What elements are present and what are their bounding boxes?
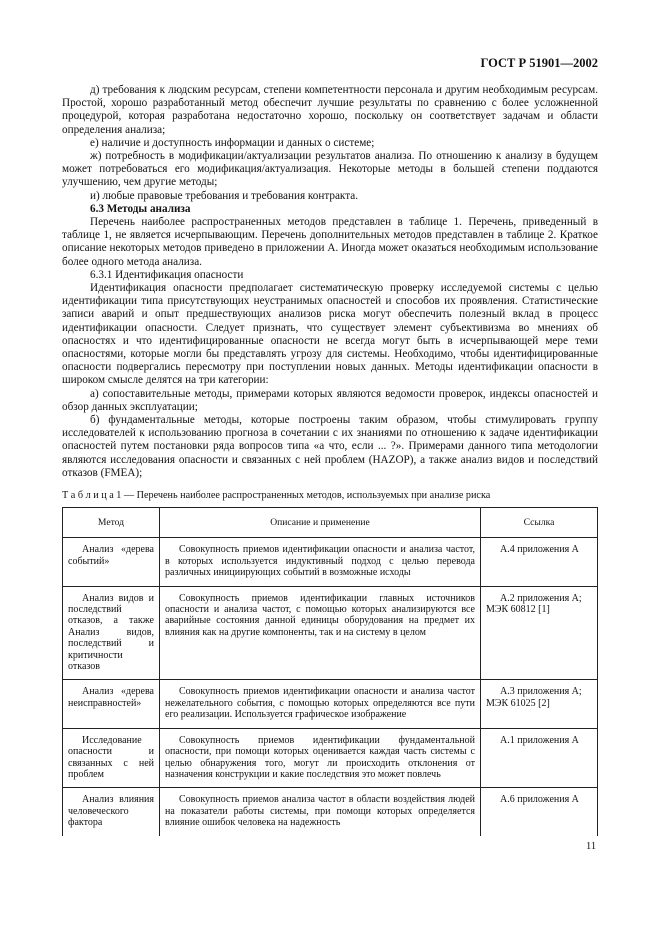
section-heading-6-3-1: 6.3.1 Идентификация опасности <box>90 268 244 281</box>
table-header-row <box>63 508 598 538</box>
section-6-3-1-para-1: Идентификация опасности предполагает систематическую проверку исследуемой системы с целью идентификации типа присутствующих неустранимых опасностей и способов их проявления. Статистические записи аварий и опыт предшествующих анализов риска могут обеспечить полезный вклад в процесс идентификации опасности. Следует признать, что существует элемент субъективизма во мнениях об опасностях и что идентифицированные опасности не всегда могут быть в исчерпывающей мере теми опасностями, которые могли бы представлять угрозу для системы. Необходимо, чтобы идентифицированные опасности подвергались пересмотру при поступлении новых данных. Методы идентификации опасности в широком смысле делятся на три категории: <box>62 282 598 387</box>
method-cell: Анализ «дерева неисправностей» <box>63 680 160 728</box>
table-row <box>63 788 598 836</box>
reference-cell: А.4 приложения А <box>481 538 598 586</box>
method-cell: Анализ видов и последствий отказов, а также Анализ видов, последствий и критичности отказов <box>63 586 160 680</box>
description-cell: Совокупность приемов идентификации главных источников опасности и анализа частот, с помощью которых анализируются все аварийные состояния данной единицы оборудования на предмет их влияния как на другие компоненты, так и на систему в целом <box>160 586 481 680</box>
paragraph-i: и) любые правовые требования и требования контракта. <box>90 189 358 202</box>
header-reference: Ссылка <box>481 508 598 538</box>
page-number: 11 <box>586 841 597 852</box>
table-caption: Т а б л и ц а 1 — Перечень наиболее распространенных методов, используемых при анализе риска <box>62 490 491 501</box>
reference-cell: А.2 приложения А; МЭК 60812 [1] <box>481 586 598 680</box>
section-6-3-1-para-b: б) фундаментальные методы, которые построены таким образом, чтобы стимулировать группу исследователей к использованию прогноза в сочетании с их знаниями по отношению к задаче идентификации опасностей путем постановки ряда вопросов типа «а что, если ... ?». Примерами данного типа методологии являются исследования опасности и связанных с ней проблем (HAZOP), а также анализ видов и последствий отказов (FMEA); <box>62 414 598 479</box>
paragraph-e: е) наличие и доступность информации и данных о системе; <box>90 136 375 149</box>
header-description: Описание и применение <box>160 508 481 538</box>
paragraph-zh: ж) потребность в модификации/актуализации результатов анализа. По отношению к анализу в будущем может потребоваться его модификация/актуализация. Некоторые методы в большей степени поддаются улучшению, чем другие методы; <box>62 150 598 189</box>
description-cell: Совокупность приемов анализа частот в области воздействия людей на показатели работы системы, при помощи которых определяется влияние ошибок человека на надежность <box>160 788 481 836</box>
paragraph-d: д) требования к людским ресурсам, степени компетентности персонала и другим необходимым ресурсам. Простой, хорошо разработанный метод обеспечит лучшие результаты по сравнению с более усложненной процедурой, которая разработана недостаточно хорошо, поскольку он соответствует задачам и области определения анализа; <box>62 84 598 136</box>
methods-table <box>62 507 598 836</box>
description-cell: Совокупность приемов идентификации опасности и анализа частот нежелательного события, с помощью которых определяются все пути его реализации. Используется графическое изображение <box>160 680 481 728</box>
document-body <box>62 84 598 480</box>
description-cell: Совокупность приемов идентификации опасности и анализа частот, в которых используется индуктивный подход с целью перевода различных инициирующих событий в возможные исходы <box>160 538 481 586</box>
reference-cell: А.6 приложения А <box>481 788 598 836</box>
table-row <box>63 680 598 728</box>
reference-cell: А.3 приложения А; МЭК 61025 [2] <box>481 680 598 728</box>
method-cell: Исследование опасности и связанных с ней проблем <box>63 728 160 788</box>
table-row <box>63 586 598 680</box>
section-6-3-text: Перечень наиболее распространенных методов представлен в таблице 1. Перечень, приведенный в таблице 1, не является исчерпывающим. Перечень дополнительных методов представлен в таблице 2. Краткое описание некоторых методов приведено в приложении А. Иногда может оказаться необходимым использование более одного метода анализа. <box>62 216 598 268</box>
section-heading-6-3: 6.3 Методы анализа <box>90 202 191 215</box>
description-cell: Совокупность приемов идентификации фундаментальной опасности, при помощи которых оценивается каждая часть системы с целью обнаружения того, могут ли происходить отклонения от назначения конструкции и какие последствия это может повлечь <box>160 728 481 788</box>
section-6-3-1-para-a: а) сопоставительные методы, примерами которых являются ведомости проверок, индексы опасностей и обзор данных эксплуатации; <box>62 387 598 413</box>
document-header: ГОСТ Р 51901—2002 <box>480 56 598 70</box>
table-row <box>63 728 598 788</box>
method-cell: Анализ влияния человеческого фактора <box>63 788 160 836</box>
table-row <box>63 538 598 586</box>
method-cell: Анализ «дерева событий» <box>63 538 160 586</box>
reference-cell: А.1 приложения А <box>481 728 598 788</box>
header-method: Метод <box>63 508 160 538</box>
